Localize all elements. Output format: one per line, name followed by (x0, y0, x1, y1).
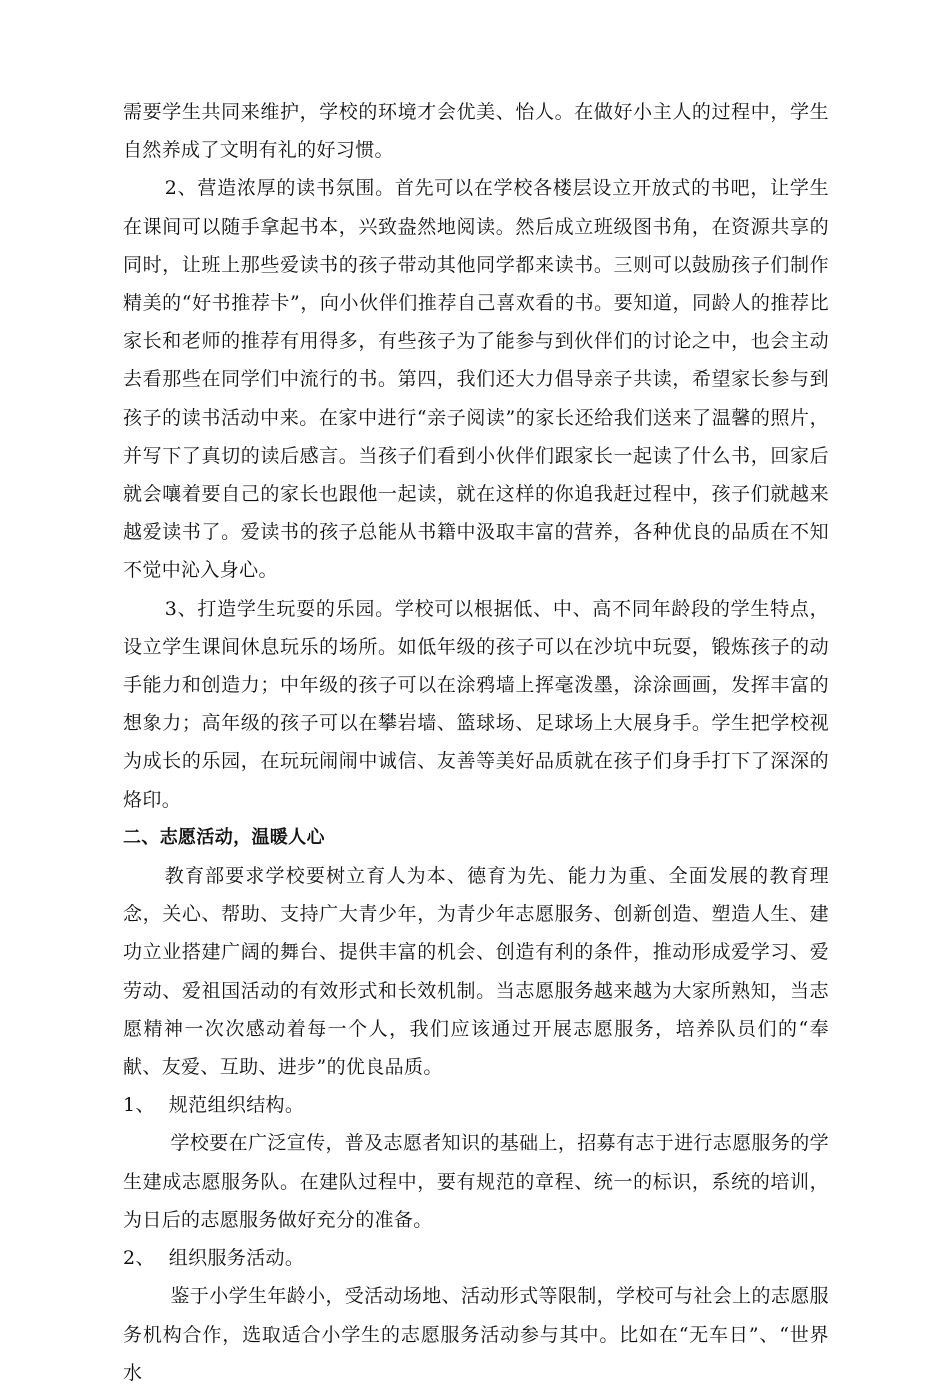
paragraph-organization-detail: 学校要在广泛宣传，普及志愿者知识的基础上，招募有志于进行志愿服务的学生建成志愿服务队。在建队过程中，要有规范的章程、统一的标识，系统的培训，为日后的志愿服务做好充分的准备。 (123, 1132, 829, 1231)
section-heading-volunteer: 二、志愿活动，温暖人心 (123, 826, 325, 848)
paragraph-service-detail: 鉴于小学生年龄小，受活动场地、活动形式等限制，学校可与社会上的志愿服务机构合作，选取适合小学生的志愿服务活动参与其中。比如在“无车日”、“世界水 (123, 1285, 829, 1384)
subheading-number: 1、 (123, 1094, 155, 1117)
subheading-number: 2、 (123, 1247, 155, 1270)
paragraph-ministry-requirement: 教育部要求学校要树立育人为本、德育为先、能力为重、全面发展的教育理念，关心、帮助、支持广大青少年，为青少年志愿服务、创新创造、塑造人生、建功立业搭建广阔的舞台、提供丰富的机会、创造有利的条件，推动形成爱学习、爱劳动、爱祖国活动的有效形式和长效机制。当志愿服务越来越为大家所熟知，当志愿精神一次次感动着每一个人，我们应该通过开展志愿服务，培养队员们的“奉献、友爱、互助、进步”的优良品质。 (123, 865, 829, 1079)
subheading-service-activities (123, 1239, 829, 1277)
paragraph-environment-end: 需要学生共同来维护，学校的环境才会优美、怡人。在做好小主人的过程中，学生自然养成了文明有礼的好习惯。 (123, 101, 829, 162)
paragraph-play-paradise: 3、打造学生玩耍的乐园。学校可以根据低、中、高不同年龄段的学生特点，设立学生课间休息玩乐的场所。如低年级的孩子可以在沙坑中玩耍，锻炼孩子的动手能力和创造力；中年级的孩子可以在涂鸦墙上挥毫泼墨，涂涂画画，发挥丰富的想象力；高年级的孩子可以在攀岩墙、篮球场、足球场上大展身手。学生把学校视为成长的乐园，在玩玩闹闹中诚信、友善等美好品质就在孩子们身手打下了深深的烙印。 (123, 597, 829, 811)
document-page (123, 93, 829, 1392)
paragraph-reading-atmosphere: 2、营造浓厚的读书氛围。首先可以在学校各楼层设立开放式的书吧，让学生在课间可以随手拿起书本，兴致盎然地阅读。然后成立班级图书角，在资源共享的同时，让班上那些爱读书的孩子带动其他同学都来读书。三则可以鼓励孩子们制作精美的“好书推荐卡”，向小伙伴们推荐自己喜欢看的书。要知道，同龄人的推荐比家长和老师的推荐有用得多，有些孩子为了能参与到伙伴们的讨论之中，也会主动去看那些在同学们中流行的书。第四，我们还大力倡导亲子共读，希望家长参与到孩子的读书活动中来。在家中进行“亲子阅读”的家长还给我们送来了温馨的照片，并写下了真切的读后感言。当孩子们看到小伙伴们跟家长一起读了什么书，回家后就会嚷着要自己的家长也跟他一起读，就在这样的你追我赶过程中，孩子们就越来越爱读书了。爱读书的孩子总能从书籍中汲取丰富的营养，各种优良的品质在不知不觉中沁入身心。 (123, 177, 829, 582)
subheading-organization (123, 1086, 829, 1124)
subheading-text: 规范组织结构。 (168, 1094, 305, 1117)
subheading-text: 组织服务活动。 (168, 1247, 305, 1270)
